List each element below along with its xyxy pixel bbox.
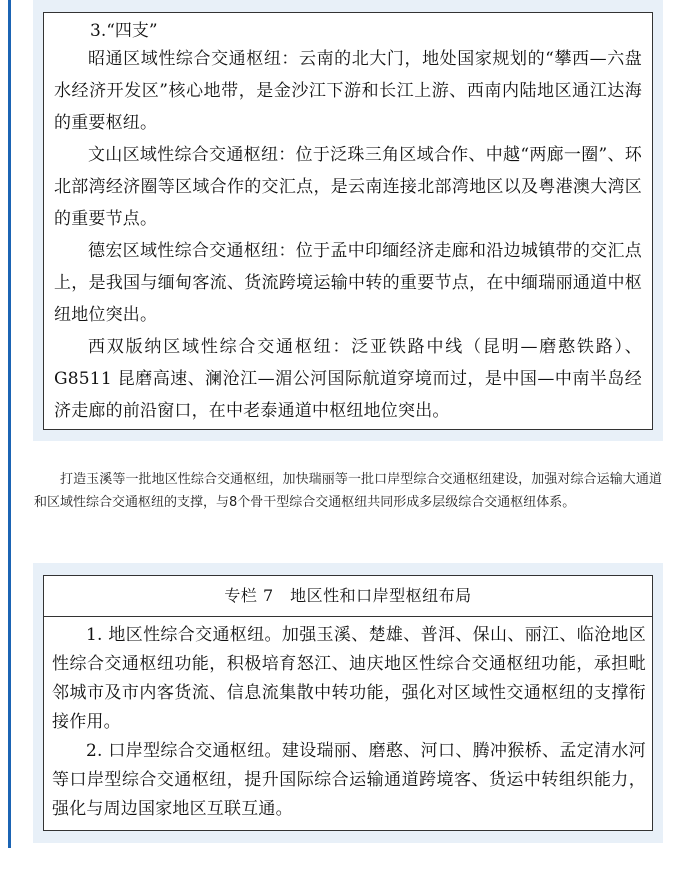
body-paragraph: 打造玉溪等一批地区性综合交通枢纽，加快瑞丽等一批口岸型综合交通枢纽建设，加强对综合运输大通道和区域性综合交通枢纽的支撑，与8个骨干型综合交通枢纽共同形成多层级综合交通枢纽体系。	[34, 472, 662, 510]
left-accent-bar	[8, 0, 11, 848]
paragraph-xishuangbanna: 西双版纳区域性综合交通枢纽：泛亚铁路中线（昆明—磨憨铁路）、G8511 昆磨高速、澜沧江—湄公河国际航道穿境而过，是中国—中南半岛经济走廊的前沿窗口，在中老泰通道中枢纽地位突出。	[54, 337, 642, 421]
top-panel	[33, 0, 663, 441]
paragraph-zhaotong: 昭通区域性综合交通枢纽：云南的北大门，地处国家规划的“攀西—六盘水经济开发区”核心地带，是金沙江下游和长江上游、西南内陆地区通江达海的重要枢纽。	[54, 49, 642, 133]
section-heading: 3.“四支”	[90, 21, 158, 41]
paragraph-regional-hub: 1. 地区性综合交通枢纽。加强玉溪、楚雄、普洱、保山、丽江、临沧地区性综合交通枢纽功能，积极培育怒江、迪庆地区性综合交通枢纽功能，承担毗邻城市及市内客货流、信息流集散中转功能，强化对区域性交通枢纽的支撑衔接作用。	[52, 625, 646, 732]
bottom-panel	[33, 563, 663, 843]
paragraph-dehong: 德宏区域性综合交通枢纽：位于孟中印缅经济走廊和沿边城镇带的交汇点上，是我国与缅甸客流、货流跨境运输中转的重要节点，在中缅瑞丽通道中枢纽地位突出。	[54, 241, 642, 325]
column-body	[44, 617, 652, 824]
top-box	[43, 12, 653, 430]
paragraph-port-hub: 2. 口岸型综合交通枢纽。建设瑞丽、磨憨、河口、腾冲猴桥、孟定清水河等口岸型综合交通枢纽，提升国际综合运输通道跨境客、货运中转组织能力，强化与周边国家地区互联互通。	[52, 741, 646, 819]
column-title: 专栏 7 地区性和口岸型枢纽布局	[44, 576, 652, 617]
paragraph-wenshan: 文山区域性综合交通枢纽：位于泛珠三角区域合作、中越“两廊一圈”、环北部湾经济圈等区域合作的交汇点，是云南连接北部湾地区以及粤港澳大湾区的重要节点。	[54, 145, 642, 229]
column-box	[43, 575, 653, 831]
